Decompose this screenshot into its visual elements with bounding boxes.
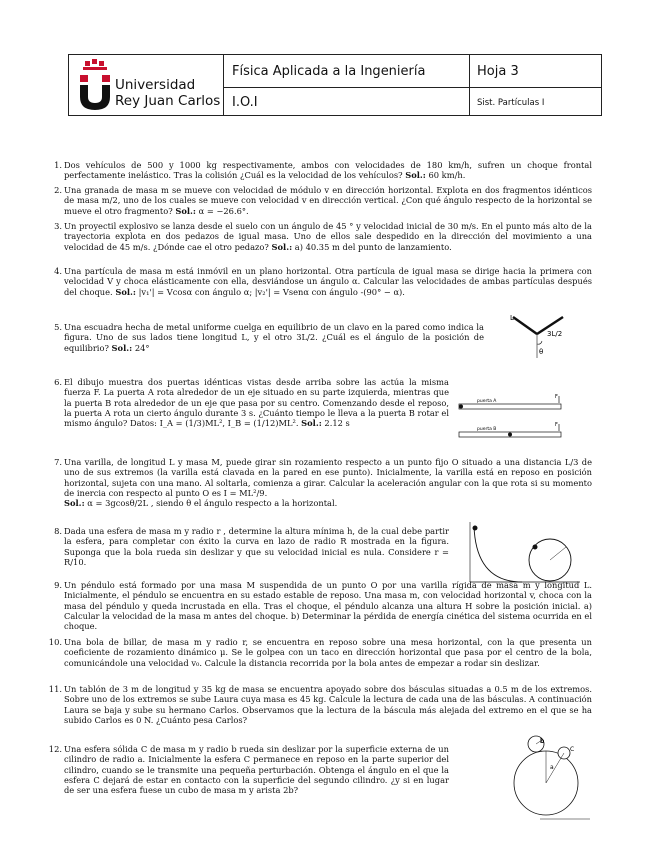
degree-code: I.O.I (232, 95, 258, 110)
problem-7: 7. Una varilla, de longitud L y masa M, puede girar sin rozamiento respecto a un punto fijo O situado a una distancia L/3 de uno de sus extremos (la varilla está clavada en la pared en ese punto). Inicialmente, la varilla está en reposo en posición horizontal, sujeta con una mano. Al soltarla, comienza a girar. Calcular la aceleración angular con la que rota si su momento de inercia con respecto al punto O es I = ML²/9. Sol.: α = 3gcosθ/2L , siendo θ el ángulo respecto a la horizontal. (54, 457, 592, 509)
university-logo (75, 59, 115, 111)
header-box (68, 54, 602, 116)
problem-6: 6. El dibujo muestra dos puertas idénticas vistas desde arriba sobre las actúa la misma fuerza F. La puerta A rota alrededor de un eje situado en su parte izquierda, mientras que la puerta B rota alrededor de un eje que pasa por su centro. Comenzando desde el reposo, la puerta A rota un cierto ángulo durante 3 s. ¿Cuánto tiempo le lleva a la puerta B rotar el mismo ángulo? Datos: I_A = (1/3)ML², I_B = (1/12)ML². Sol.: 2.12 s (54, 377, 449, 429)
university-name-line2: Rey Juan Carlos (115, 93, 221, 109)
problem-4: 4. Una partícula de masa m está inmóvil en un plano horizontal. Otra partícula de igual masa se dirige hacia la primera con velocidad V y choca elásticamente con ella, desviándose un ángulo α. Calcular las velocidades de ambas partículas después del choque. Sol.: |v₁'| = Vcosα con ángulo α; |v₂'| = Vsenα con ángulo -(90° − α). (54, 266, 592, 297)
topic-label: Sist. Partículas I (477, 98, 545, 108)
figure-12-sphere-on-cylinder (510, 735, 600, 825)
label-C: C (570, 746, 575, 753)
university-name-line1: Universidad (115, 77, 196, 93)
divider (469, 55, 470, 115)
problem-11: 11. Un tablón de 3 m de longitud y 35 kg de masa se encuentra apoyado sobre dos básculas situadas a 0.5 m de los extremos. Sobre uno de los extremos se sube Laura cuya masa es 45 kg. Calcule la lectura de cada una de las básculas. A continuación Laura se baja y sube su hermano Carlos. Observamos que la lectura de la báscula más alejada del extremo en el que se ha subido Carlos es 0 N. ¿Cuánto pesa Carlos? (48, 684, 592, 725)
figure-6-doors (455, 392, 565, 444)
label-b: b (540, 738, 545, 745)
figure-8-loop (462, 520, 582, 585)
door-b-label: puerta B (477, 427, 497, 432)
force-b-label: F (555, 422, 558, 428)
problem-10: 10. Una bola de billar, de masa m y radio r, se encuentra en reposo sobre una mesa horizontal, con la que presenta un coeficiente de rozamiento dinámico μ. Se le golpea con un taco en dirección horizontal que pasa por el centro de la bola, comunicándole una velocidad v₀. Calcule la distancia recorrida por la bola antes de empezar a rodar sin deslizar. (48, 637, 592, 668)
door-a-label: puerta A (477, 399, 497, 404)
problem-2: 2. Una granada de masa m se mueve con velocidad de módulo v en dirección horizontal. Explota en dos fragmentos idénticos de masa m/2, uno de los cuales se mueve con velocidad v en dirección vertical. ¿Con qué ángulo respecto de la horizontal se mueve el otro fragmento? Sol.: α = −26.6°. (54, 185, 592, 216)
figure-5-square (505, 312, 585, 362)
divider (223, 87, 601, 88)
problem-8: 8. Dada una esfera de masa m y radio r , determine la altura mínima h, de la cual debe partir la esfera, para completar con éxito la curva en lazo de radio R mostrada en la figura. Suponga que la bola rueda sin deslizar y que su velocidad inicial es nula. Considere r = R/10. (54, 526, 449, 567)
problem-1: 1. Dos vehículos de 500 y 1000 kg respectivamente, ambos con velocidades de 180 km/h, sufren un choque frontal perfectamente inelástico. Tras la colisión ¿Cuál es la velocidad de los vehículos? Sol.: 60 km/h. (54, 160, 592, 181)
course-title: Física Aplicada a la Ingeniería (232, 64, 426, 79)
label-theta: θ (539, 348, 544, 356)
label-a: a (550, 764, 554, 771)
label-3L2: 3L/2 (547, 330, 563, 338)
label-L: L (510, 314, 514, 322)
sheet-number: Hoja 3 (477, 64, 519, 79)
problem-5: 5. Una escuadra hecha de metal uniforme cuelga en equilibrio de un clavo en la pared como indica la figura. Uno de sus lados tiene longitud L, y el otro 3L/2. ¿Cuál es el ángulo de la posición de equilibrio? Sol.: 24° (54, 322, 484, 353)
problem-12: 12. Una esfera sólida C de masa m y radio b rueda sin deslizar por la superficie externa de un cilindro de radio a. Inicialmente la esfera C permanece en reposo en la parte superior del cilindro, cuando se le transmite una pequeña perturbación. Obtenga el ángulo en el que la esfera C dejará de estar en contacto con la superficie del segundo cilindro. ¿y si en lugar de ser una esfera fuese un cubo de masa m y arista 2b? (48, 744, 449, 796)
problem-3: 3. Un proyectil explosivo se lanza desde el suelo con un ángulo de 45 ° y velocidad inicial de 30 m/s. En el punto más alto de la trayectoria explota en dos pedazos de igual masa. Uno de ellos sale despedido en la dirección del movimiento a una velocidad de 45 m/s. ¿Dónde cae el otro pedazo? Sol.: a) 40.35 m del punto de lanzamiento. (54, 221, 592, 252)
force-a-label: F (555, 394, 558, 400)
problem-9: 9. Un péndulo está formado por una masa M suspendida de un punto O por una varilla rígida de masa m y longitud L. Inicialmente, el péndulo se encuentra en su estado estable de reposo. Una masa m, con velocidad horizontal v, choca con la masa del péndulo y queda incrustada en ella. Tras el choque, el péndulo alcanza una altura H sobre la posición inicial. a) Calcular la velocidad de la masa m antes del choque. b) Determinar la pérdida de energía cinética del sistema ocurrida en el choque. (54, 580, 592, 632)
divider (223, 55, 224, 115)
